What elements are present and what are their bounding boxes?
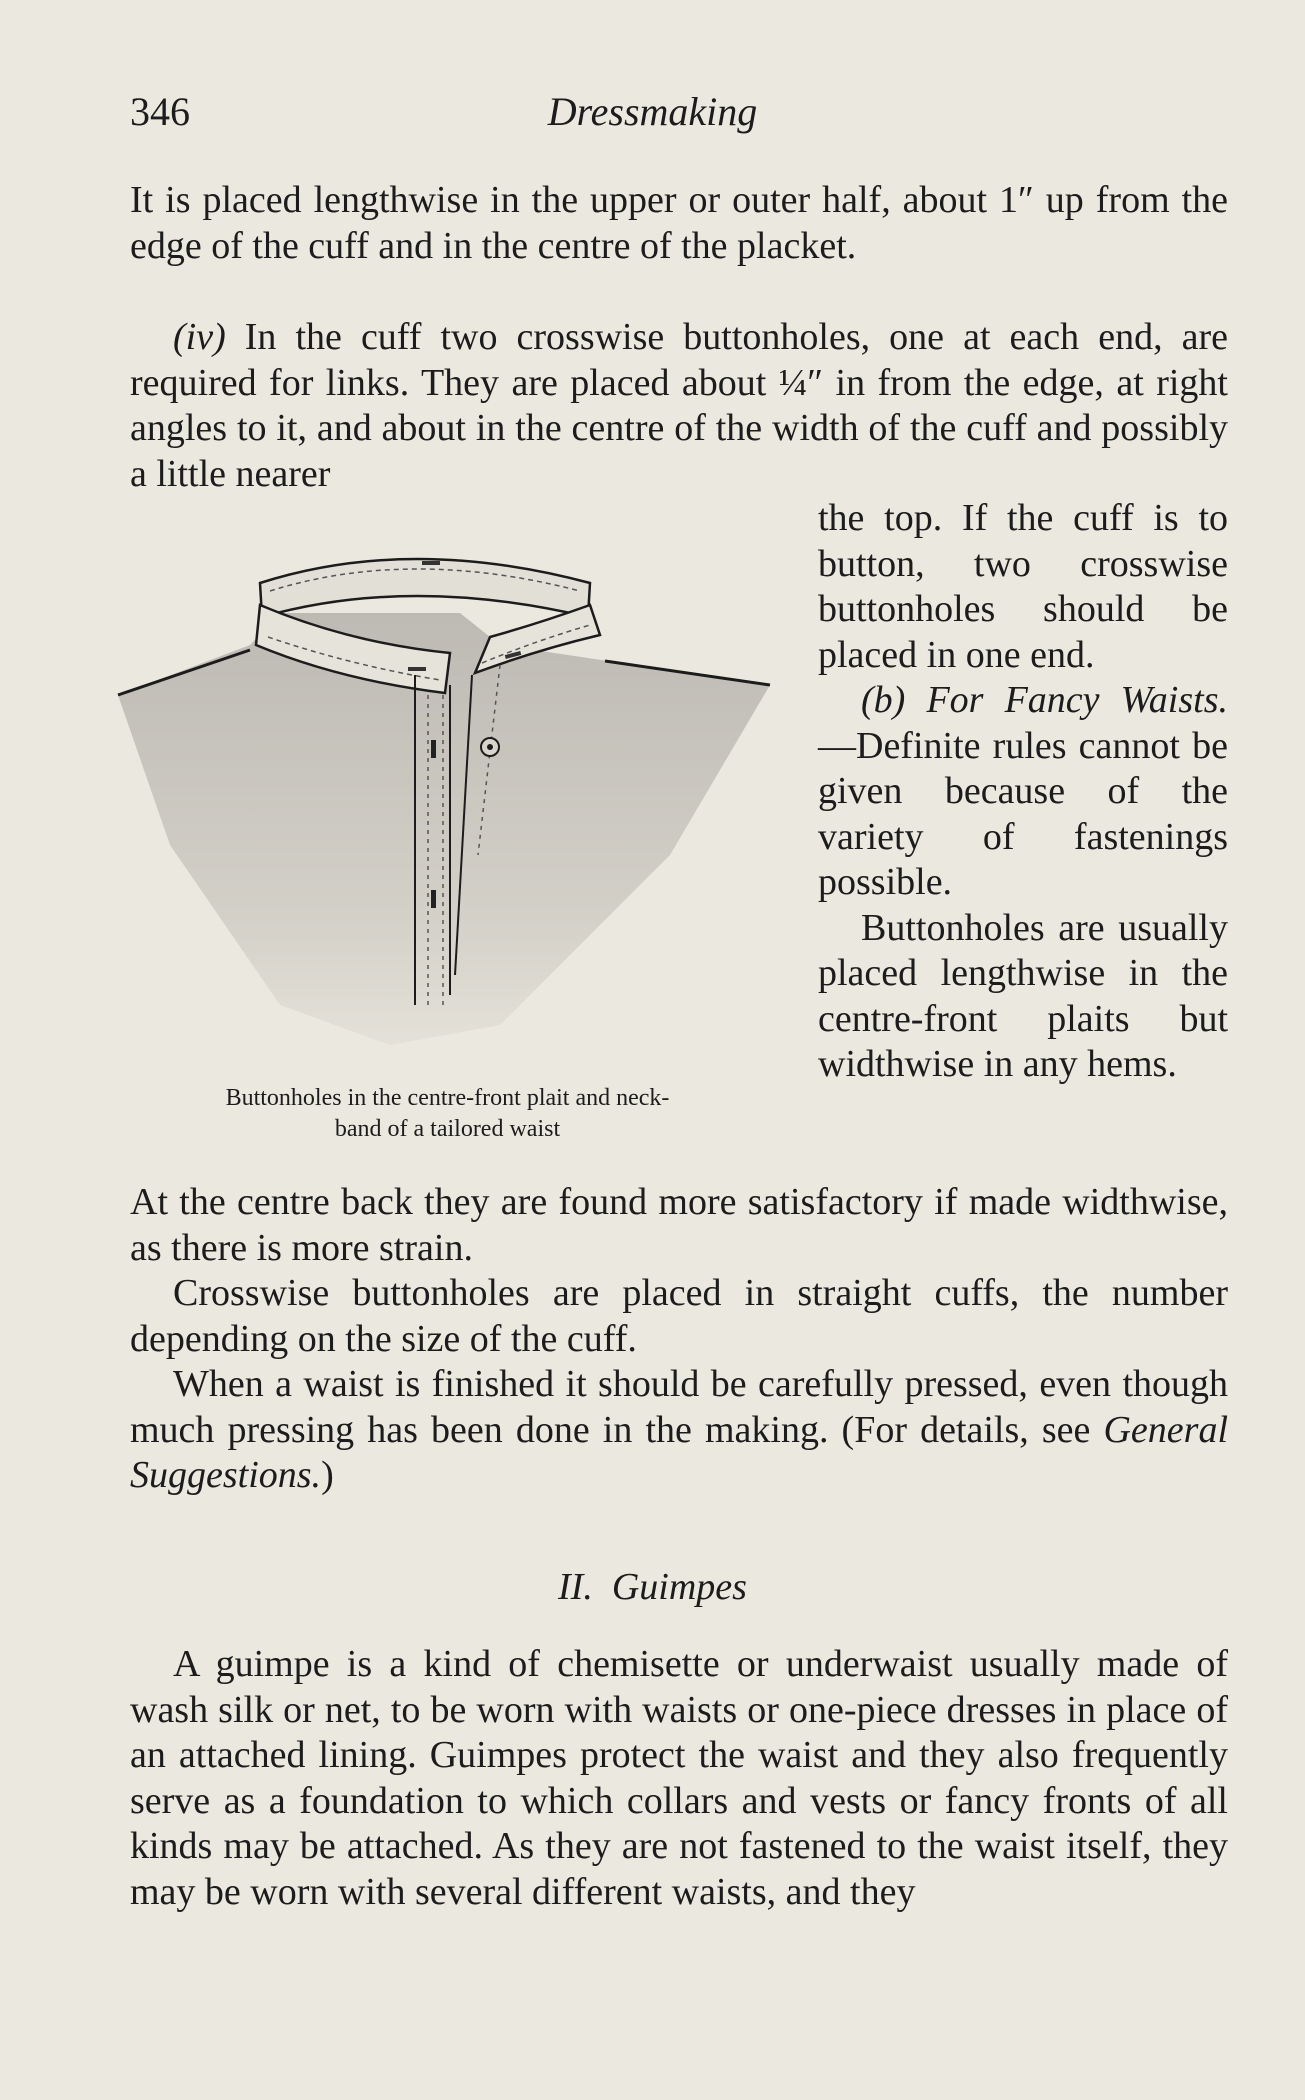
pressing-ref-title: General Suggestions. (130, 1408, 1229, 1496)
plait-buttonhole-upper (431, 740, 436, 758)
paragraph-placket (130, 178, 1228, 269)
waist-illustration (110, 525, 785, 1055)
pressing-ref-end: ) (321, 1454, 334, 1496)
paragraph-guimpes (130, 1642, 1228, 1915)
paragraph-cuff-links (130, 315, 1228, 497)
lower-text (130, 1180, 1228, 1499)
plait-buttonhole-lower (431, 890, 436, 908)
neckband-back (260, 559, 590, 617)
fancy-waists-text: —Definite rules cannot be given because of the variety of fastenings possible. (818, 724, 1228, 903)
item-label-iv: (iv) (173, 316, 226, 358)
fancy-waists-heading: For Fancy Waists. (926, 679, 1228, 721)
paragraph-placket-text: It is placed lengthwise in the upper or outer half, about 1″ up from the edge of the cuff and in the centre of the placket. (130, 179, 1228, 267)
section-number: II. (558, 1566, 593, 1608)
paragraph-cuff-button: the top. If the cuff is to button, two crosswise buttonholes should be placed in one end. (818, 497, 1228, 676)
waist-drawing (110, 525, 785, 1055)
figure-caption-line-1: Buttonholes in the centre-front plait and neck- (225, 1085, 670, 1111)
paragraph-cuff-links-text: In the cuff two crosswise buttonholes, one at each end, are required for links. They are placed about ¼″ in from the edge, at right angles to it, and about in the centre of the width of the cuff and possibly a little nearer (130, 316, 1228, 495)
side-column (818, 496, 1228, 1088)
section-title: Guimpes (611, 1566, 747, 1608)
paragraph-guimpes-text: A guimpe is a kind of chemisette or underwaist usually made of wash silk or net, to be worn with waists or one-piece dresses in place of an attached lining. Guimpes protect the waist and they also frequently serve as a foundation to which collars and vests or fancy fronts of all kinds may be attached. As they are not fastened to the waist itself, they may be worn with several different waists, and they (130, 1643, 1228, 1913)
section-heading (0, 1565, 1305, 1609)
pressing-text: When a waist is finished it should be carefully pressed, even though much pressing has been done in the making. (130, 1363, 1228, 1451)
paragraph-fancy-waists (818, 678, 1228, 906)
running-title: Dressmaking (547, 89, 758, 134)
paragraph-centre-back: At the centre back they are found more satisfactory if made widthwise, as there is more strain. (130, 1181, 1228, 1269)
pressing-ref-start: (For details, see (841, 1408, 1091, 1451)
paragraph-straight-cuffs: Crosswise buttonholes are placed in straight cuffs, the number depending on the size of the cuff. (130, 1272, 1228, 1360)
figure-caption-line-2: band of a tailored waist (334, 1116, 561, 1142)
figure-caption (110, 1083, 785, 1145)
paragraph-pressing (130, 1362, 1228, 1499)
neckband-buttonhole-front (408, 667, 426, 671)
page-number: 346 (130, 89, 190, 134)
paragraph-buttonholes-start: Buttonholes are usually placed lengthwise in the centre-front plaits but widthwise in any hems. (818, 906, 1228, 1085)
item-label-b: (b) (861, 679, 906, 721)
neckband-buttonhole-back (422, 561, 440, 565)
